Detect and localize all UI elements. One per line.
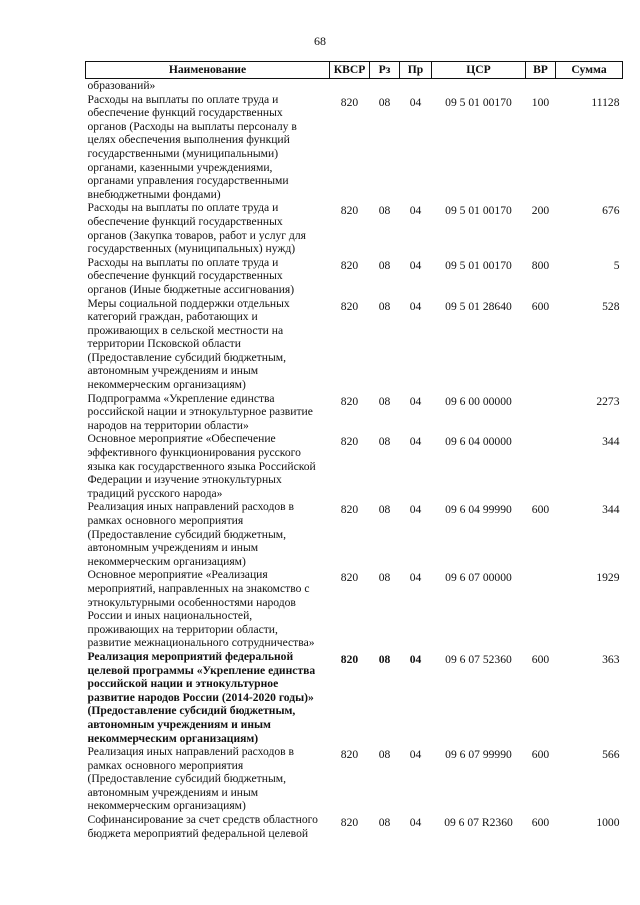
cell-vr: 600 [531,816,550,830]
cell-vr: 600 [531,299,550,313]
table-row [86,813,623,840]
cell-vr: 600 [531,652,550,666]
cell-vr: 600 [531,748,550,762]
cell-sum: 344 [602,503,620,517]
cell-name: Расходы на выплаты по оплате труда и обеспечение функций государственных органов (Иные бюджетные ассигнования) [87,255,295,296]
cell-pr: 04 [409,258,422,272]
cell-rz: 08 [378,816,391,830]
header-kvsr: КВСР [330,62,370,79]
table-row [86,256,623,297]
cell-rz: 08 [378,748,391,762]
table-row [86,297,623,392]
cell-sum: 363 [602,652,620,666]
cell-name: Софинансирование за счет средств областного бюджета мероприятий федеральной целевой [87,813,318,840]
cell-vr: 600 [531,503,550,517]
cell-csr: 09 6 07 52360 [445,652,512,666]
cell-rz: 08 [378,503,391,517]
table-row [86,568,623,650]
cell-sum [556,79,623,93]
header-rz: Рз [370,62,400,79]
cell-pr: 04 [409,299,422,313]
cell-csr: 09 5 01 00170 [445,258,512,272]
cell-name: Реализация иных направлений расходов в рамках основного мероприятия (Предоставление субсидий бюджетным, автономным учреждениям и иным некоммерческим организациям) [87,745,294,813]
cell-kvsr: 820 [340,816,359,830]
cell-sum: 566 [602,748,620,762]
table-row [86,79,623,93]
cell-kvsr: 820 [340,299,359,313]
cell-kvsr: 820 [340,204,359,218]
cell-csr: 09 6 00 00000 [445,394,512,408]
cell-csr: 09 5 01 28640 [445,299,512,313]
table-body [86,79,623,841]
table-row [86,745,623,813]
page-number: 68 [314,34,326,48]
cell-kvsr: 820 [340,435,359,449]
cell-pr [400,79,432,93]
cell-pr: 04 [409,816,422,830]
table-row [86,201,623,255]
cell-pr: 04 [409,95,422,109]
cell-kvsr: 820 [340,652,359,666]
cell-vr: 800 [531,258,550,272]
cell-pr: 04 [409,204,422,218]
cell-vr: 100 [531,95,550,109]
cell-sum: 344 [602,435,620,449]
cell-name: Основное мероприятие «Реализация мероприятий, направленных на знакомство с этнокультурными особенностями народов России и иных национальностей, проживающих на территории области, развитие межнационального сотрудничества» [87,568,315,650]
cell-kvsr: 820 [340,503,359,517]
cell-pr: 04 [409,394,422,408]
cell-name: образований» [87,79,156,92]
cell-pr: 04 [409,503,422,517]
cell-name: Меры социальной поддержки отдельных категорий граждан, работающих и проживающих в сельской местности на территории Псковской области (Предоставление субсидий бюджетным, автономным учреждениям и иным некоммерческим организациям) [87,296,290,392]
cell-rz: 08 [378,299,391,313]
cell-pr: 04 [409,571,422,585]
cell-vr [526,432,556,500]
cell-sum: 1929 [596,571,620,585]
cell-kvsr: 820 [340,394,359,408]
cell-rz: 08 [378,394,391,408]
cell-name: Подпрограмма «Укрепление единства российской нации и этнокультурное развитие народов на территории области» [87,391,313,432]
cell-pr: 04 [409,652,422,666]
header-vr: ВР [526,62,556,79]
table-row [86,93,623,202]
header-name: Наименование [86,62,330,79]
cell-vr [526,392,556,433]
cell-rz: 08 [378,204,391,218]
table-row [86,500,623,568]
table-row [86,650,623,745]
table-row [86,432,623,500]
cell-sum: 528 [602,299,620,313]
header-csr: ЦСР [432,62,526,79]
cell-pr: 04 [409,435,422,449]
cell-name: Расходы на выплаты по оплате труда и обеспечение функций государственных органов (Расходы на выплаты персоналу в целях обеспечения выполнения функций государственными (муниципальными) органами, казенными учреждениями, органами управления государственными внебюджетными фондами) [87,92,297,201]
cell-sum: 1000 [596,816,620,830]
cell-csr: 09 6 07 R2360 [444,816,513,830]
header-pr: Пр [400,62,432,79]
cell-pr: 04 [409,748,422,762]
header-sum: Сумма [556,62,623,79]
cell-csr [432,79,526,93]
table-header-row [86,62,623,79]
cell-kvsr: 820 [340,258,359,272]
cell-name: Расходы на выплаты по оплате труда и обеспечение функций государственных органов (Закупка товаров, работ и услуг для государственных (муниципальных) нужд) [87,201,306,256]
cell-csr: 09 6 04 99990 [445,503,512,517]
cell-name: Реализация иных направлений расходов в рамках основного мероприятия (Предоставление субсидий бюджетным, автономным учреждениям и иным некоммерческим организациям) [87,500,294,568]
cell-name: Основное мероприятие «Обеспечение эффективного функционирования русского языка как государственного языка Российской Федерации и изучение этнокультурных традиций русского народа» [87,432,316,500]
cell-kvsr: 820 [340,95,359,109]
cell-rz: 08 [378,571,391,585]
cell-csr: 09 5 01 00170 [445,204,512,218]
cell-kvsr [330,79,370,93]
cell-sum: 5 [613,258,620,272]
cell-name: Реализация мероприятий федеральной целевой программы «Укрепление единства российской нации и этнокультурное развитие народов России (2014-2020 годы)» (Предоставление субсидий бюджетным, автономным учреждениям и иным некоммерческим организациям) [87,649,316,745]
cell-sum: 11128 [591,95,620,109]
cell-rz: 08 [378,258,391,272]
cell-rz [370,79,400,93]
cell-vr: 200 [531,204,550,218]
cell-csr: 09 5 01 00170 [445,95,512,109]
cell-csr: 09 6 04 00000 [445,435,512,449]
budget-table [85,61,623,840]
cell-rz: 08 [378,95,391,109]
cell-rz: 08 [378,435,391,449]
cell-sum: 676 [602,204,620,218]
cell-vr [526,79,556,93]
cell-vr [526,568,556,650]
cell-csr: 09 6 07 00000 [445,571,512,585]
table-row [86,392,623,433]
cell-csr: 09 6 07 99990 [445,748,512,762]
cell-kvsr: 820 [340,748,359,762]
cell-sum: 2273 [596,394,620,408]
cell-kvsr: 820 [340,571,359,585]
cell-rz: 08 [378,652,391,666]
